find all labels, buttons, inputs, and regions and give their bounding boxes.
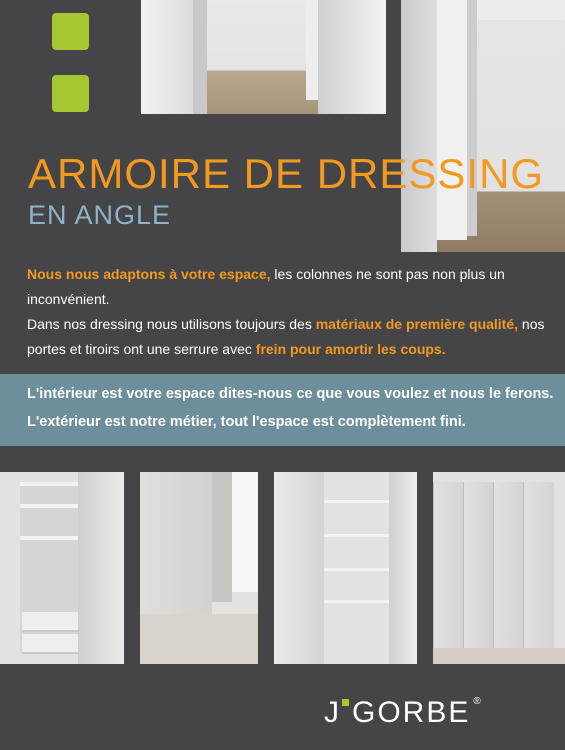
paragraph-text: nos portes et tiroirs ont une serrure avec: [27, 316, 545, 357]
info-band: [0, 374, 565, 446]
logo-letter: J: [324, 696, 341, 729]
photo-room-corner-pillar: [401, 0, 565, 252]
band-line-2: L'extérieur est notre métier, tout l'espace est complètement fini.: [27, 414, 466, 430]
green-square-decoration: [52, 13, 89, 50]
highlight-text: frein pour amortir les coups.: [255, 341, 446, 357]
intro-text: [27, 262, 547, 362]
photo-corner-wardrobe-closed: [433, 472, 565, 664]
photo-empty-room: [141, 0, 386, 114]
highlight-text: matériaux de première qualité,: [315, 316, 519, 332]
page-title: ARMOIRE DE DRESSING: [28, 150, 545, 197]
band-line-1: L'intérieur est votre espace dites-nous ce que vous voulez et nous le ferons.: [27, 386, 554, 402]
highlight-text: Nous nous adaptons à votre espace,: [27, 266, 271, 282]
photo-wardrobe-interior: [0, 472, 124, 664]
registered-mark: ®: [473, 696, 483, 707]
photo-wardrobe-side-panel: [140, 472, 258, 664]
brand-logo: [324, 696, 483, 730]
photo-corner-wardrobe-open: [274, 472, 417, 664]
paragraph-text: Dans nos dressing nous utilisons toujours des: [27, 316, 316, 332]
logo-text: GORBE: [352, 696, 471, 729]
page-subtitle: EN ANGLE: [28, 200, 172, 230]
green-square-decoration: [52, 75, 89, 112]
logo-dot: [342, 699, 349, 706]
paragraph-text: les colonnes ne sont pas non plus un inconvénient.: [27, 266, 505, 307]
intro-paragraph-2: [27, 312, 547, 362]
intro-paragraph-1: [27, 262, 547, 312]
